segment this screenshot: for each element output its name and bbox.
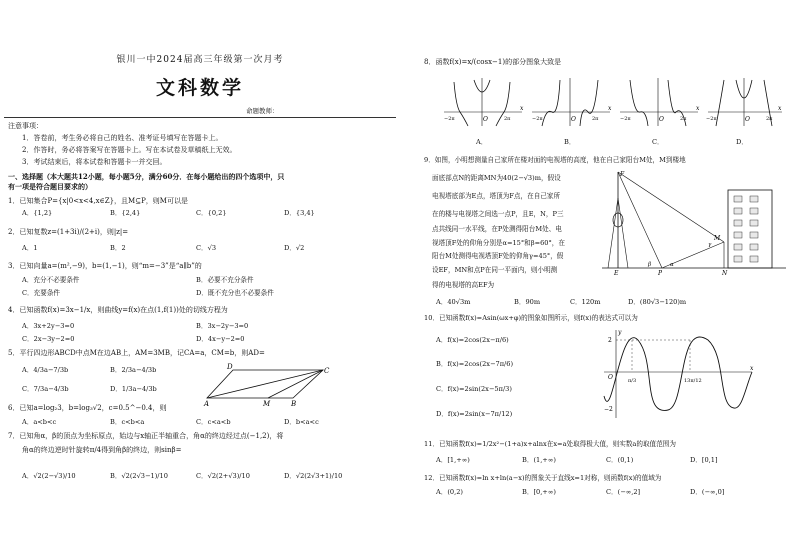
svg-text:α: α xyxy=(670,262,674,268)
svg-text:O: O xyxy=(571,116,576,123)
svg-text:x: x xyxy=(608,105,612,112)
label-b: B xyxy=(291,400,297,408)
page-title: 文科数学 xyxy=(155,77,244,99)
question-5-option-b[interactable]: B．2/3a−4/3b xyxy=(110,366,157,374)
svg-text:−2π: −2π xyxy=(444,116,455,122)
question-7-stem-cont: 角α的终边逆时针旋转π/4得到角β的终边，则sinβ= xyxy=(22,446,182,454)
label-m: M xyxy=(263,400,271,408)
question-2-stem: 2．已知复数z=(1+3i)/(2+i)，则|z|= xyxy=(8,228,129,236)
question-9-option-b[interactable]: B．90m xyxy=(514,298,541,306)
question-4-option-c[interactable]: C．2x−3y−2=0 xyxy=(22,335,75,343)
parallelogram-figure xyxy=(205,362,335,406)
question-2-option-d[interactable]: D．√2 xyxy=(284,244,305,252)
label-a: A xyxy=(204,400,210,408)
question-1-option-d[interactable]: D．{3,4} xyxy=(284,209,315,217)
question-9-line: 电视塔底部为E点，塔顶为F点，在自己家所 xyxy=(432,192,561,200)
question-8-option-c[interactable]: C． xyxy=(652,138,664,146)
question-3-option-a[interactable]: A．充分不必要条件 xyxy=(22,276,80,284)
question-11-option-a[interactable]: A．[1,+∞) xyxy=(436,456,470,464)
question-11-option-d[interactable]: D．[0,1] xyxy=(690,456,718,464)
svg-text:O: O xyxy=(608,374,613,381)
question-8-option-a[interactable]: A． xyxy=(476,138,488,146)
label-d: D xyxy=(227,363,233,371)
question-1-option-c[interactable]: C．{0,2} xyxy=(196,209,227,217)
svg-text:x: x xyxy=(696,105,700,112)
svg-text:13π/12: 13π/12 xyxy=(684,378,702,384)
svg-text:N: N xyxy=(722,270,728,277)
svg-text:2π: 2π xyxy=(504,116,511,122)
notice-item: 2．作答时，务必将答案写在答题卡上。写在本试卷及草稿纸上无效。 xyxy=(22,146,237,154)
question-9-line: 点共线同一水平线，在P处测得阳台M处、电 xyxy=(432,225,562,233)
q10-graph xyxy=(602,326,762,422)
question-3-option-c[interactable]: C．充要条件 xyxy=(22,289,61,297)
question-7-option-d[interactable]: D．√2(2√3+1)/10 xyxy=(284,472,343,480)
question-8-option-b[interactable]: B． xyxy=(564,138,576,146)
svg-text:−2: −2 xyxy=(604,406,613,413)
question-2-option-a[interactable]: A．1 xyxy=(22,244,38,252)
question-12-option-d[interactable]: D．(−∞,0] xyxy=(690,488,725,496)
question-7-option-c[interactable]: C．√2(2+√3)/10 xyxy=(196,472,250,480)
svg-text:π/3: π/3 xyxy=(628,378,637,384)
question-9-line: 面底部点N的距离MN为40(2−√3)m，假设 xyxy=(432,174,561,182)
question-9-line: 阳台M处测得电视塔顶F处的仰角γ=45°，假 xyxy=(432,252,564,260)
question-9-option-a[interactable]: A．40√3m xyxy=(436,298,471,306)
right-column xyxy=(402,0,794,550)
question-6-option-c[interactable]: C．c<a<b xyxy=(196,418,231,426)
question-6-option-d[interactable]: D．b<a<c xyxy=(284,418,319,426)
question-2-option-b[interactable]: B．2 xyxy=(110,244,126,252)
question-4-option-b[interactable]: B．3x−2y−3=0 xyxy=(196,322,249,330)
notice-item: 3．考试结束后，将本试卷和答题卡一并交回。 xyxy=(22,158,167,166)
svg-text:x: x xyxy=(520,105,524,112)
teacher-label: 命题教师： xyxy=(246,107,279,115)
label-c: C xyxy=(324,367,330,375)
question-10-option-d[interactable]: D．f(x)=2sin(x−7π/12) xyxy=(436,410,513,418)
svg-text:−2π: −2π xyxy=(532,116,543,122)
question-8-stem: 8．函数f(x)=x/(cosx−1)的部分图象大致是 xyxy=(424,58,562,66)
svg-text:E: E xyxy=(614,270,619,277)
question-9-line: 在的楼与电视塔之间选一点P，且E，N，P三 xyxy=(432,210,564,218)
question-1-stem: 1．已知集合P={x|0<x<4,x∈Z}，且M⊆P，则M可以是 xyxy=(8,197,188,205)
svg-text:O: O xyxy=(745,116,750,123)
question-1-option-b[interactable]: B．{2,4} xyxy=(110,209,141,217)
svg-text:M: M xyxy=(714,235,721,242)
question-9-option-c[interactable]: C．120m xyxy=(570,298,601,306)
svg-text:−2π: −2π xyxy=(706,116,717,122)
svg-text:β: β xyxy=(648,262,652,268)
svg-text:γ: γ xyxy=(708,242,712,248)
question-6-stem: 6．已知a=log₂3，b=log₃√2，c=0.5^−0.4，则 xyxy=(8,404,167,412)
svg-text:2: 2 xyxy=(608,337,612,344)
svg-text:2π: 2π xyxy=(766,116,773,122)
question-7-stem: 7．已知角α，β的顶点为坐标原点，始边与x轴正半轴重合，角α的终边经过点(−1,2)，将 xyxy=(8,432,284,440)
question-12-option-b[interactable]: B．[0,+∞) xyxy=(522,488,556,496)
question-2-option-c[interactable]: C．√3 xyxy=(196,244,217,252)
question-5-option-a[interactable]: A．4/3a−7/3b xyxy=(22,366,69,374)
question-1-option-a[interactable]: A．{1,2} xyxy=(22,209,53,217)
tower-figure xyxy=(600,168,790,276)
question-11-option-b[interactable]: B．(1,+∞) xyxy=(522,456,556,464)
header-divider xyxy=(4,117,396,118)
svg-text:O: O xyxy=(483,116,488,123)
svg-text:y: y xyxy=(618,329,622,336)
svg-text:O: O xyxy=(659,116,664,123)
svg-text:P: P xyxy=(658,270,663,277)
question-12-stem: 12．已知函数f(x)=ln x+ln(a−x)的图象关于直线x=1对称，则函数f(x)的值域为 xyxy=(424,474,662,482)
question-4-stem: 4．已知函数f(x)=3x−1/x，则曲线y=f(x)在点(1,f(1))处的切线方程为 xyxy=(8,306,228,314)
svg-text:x: x xyxy=(750,365,754,372)
svg-text:−2π: −2π xyxy=(620,116,631,122)
question-12-option-c[interactable]: C．(−∞,2] xyxy=(606,488,641,496)
svg-text:F: F xyxy=(620,171,625,178)
question-7-option-b[interactable]: B．√2(2√3−1)/10 xyxy=(110,472,168,480)
q8-graphs xyxy=(442,74,782,134)
question-9-line: 视塔顶F处的仰角分别是α=15°和β=60°，在 xyxy=(432,239,565,247)
question-5-option-c[interactable]: C．7/3a−4/3b xyxy=(22,385,69,393)
graph-d xyxy=(706,78,782,126)
question-6-option-a[interactable]: A．a<b<c xyxy=(22,418,57,426)
question-11-stem: 11．已知函数f(x)=1/2x²−(1+a)x+alnx在x=a处取得极大值，则实数a的取值范围为 xyxy=(424,440,676,448)
question-9-line: 设EF，MN和点P在同一平面内，则小明测 xyxy=(432,266,558,274)
graph-c xyxy=(620,78,700,126)
svg-text:2π: 2π xyxy=(680,116,687,122)
question-10-option-b[interactable]: B．f(x)=2cos(2x−7π/6) xyxy=(436,360,514,368)
graph-b xyxy=(532,78,612,126)
section-heading: 一、选择题（本大题共12小题，每小题5分，满分60分．在每小题给出的四个选项中，只 xyxy=(8,172,285,181)
question-4-option-a[interactable]: A．3x+2y−3=0 xyxy=(22,322,75,330)
question-8-option-d[interactable]: D． xyxy=(736,138,748,146)
notice-heading: 注意事项： xyxy=(8,122,43,130)
question-10-option-c[interactable]: C．f(x)=2sin(2x−5π/3) xyxy=(436,385,512,393)
question-9-stem: 9．如图，小明想测量自己家所在楼对面的电视塔的高度，他在自己家阳台M处，M到楼地 xyxy=(424,156,686,164)
question-9-option-d[interactable]: D．(80√3−120)m xyxy=(628,298,687,306)
question-5-option-d[interactable]: D．1/3a−4/3b xyxy=(110,385,157,393)
question-10-stem: 10．已知函数f(x)=Asin(ωx+φ)的图象如图所示，则f(x)的表达式可以为 xyxy=(424,314,638,322)
question-6-option-b[interactable]: B．c<b<a xyxy=(110,418,145,426)
notice-item: 1．答卷前，考生务必将自己的姓名、准考证号填写在答题卡上。 xyxy=(22,134,223,142)
graph-a xyxy=(444,78,524,126)
question-4-option-d[interactable]: D．4x−y−2=0 xyxy=(196,335,245,343)
question-5-stem: 5．平行四边形ABCD中点M在边AB上，AM=3MB，记CA=a，CM=b，则AD= xyxy=(8,349,265,357)
question-10-option-a[interactable]: A．f(x)=2cos(2x−π/6) xyxy=(436,336,509,344)
question-3-option-b[interactable]: B．必要不充分条件 xyxy=(196,276,254,284)
svg-text:x: x xyxy=(778,105,782,112)
question-7-option-a[interactable]: A．√2(2−√3)/10 xyxy=(22,472,76,480)
question-9-line: 得的电视塔的高EF为 xyxy=(432,281,495,289)
section-heading-cont: 有一项是符合题目要求的） xyxy=(8,182,92,191)
question-3-stem: 3．已知向量a=(m²,−9)，b=(1,−1)，则“m=−3”是“a∥b”的 xyxy=(8,262,202,270)
question-12-option-a[interactable]: A．(0,2) xyxy=(436,488,463,496)
question-3-option-d[interactable]: D．既不充分也不必要条件 xyxy=(196,289,274,297)
school-line: 银川一中2024届高三年级第一次月考 xyxy=(116,55,284,65)
svg-text:2π: 2π xyxy=(592,116,599,122)
question-11-option-c[interactable]: C．(0,1) xyxy=(606,456,634,464)
